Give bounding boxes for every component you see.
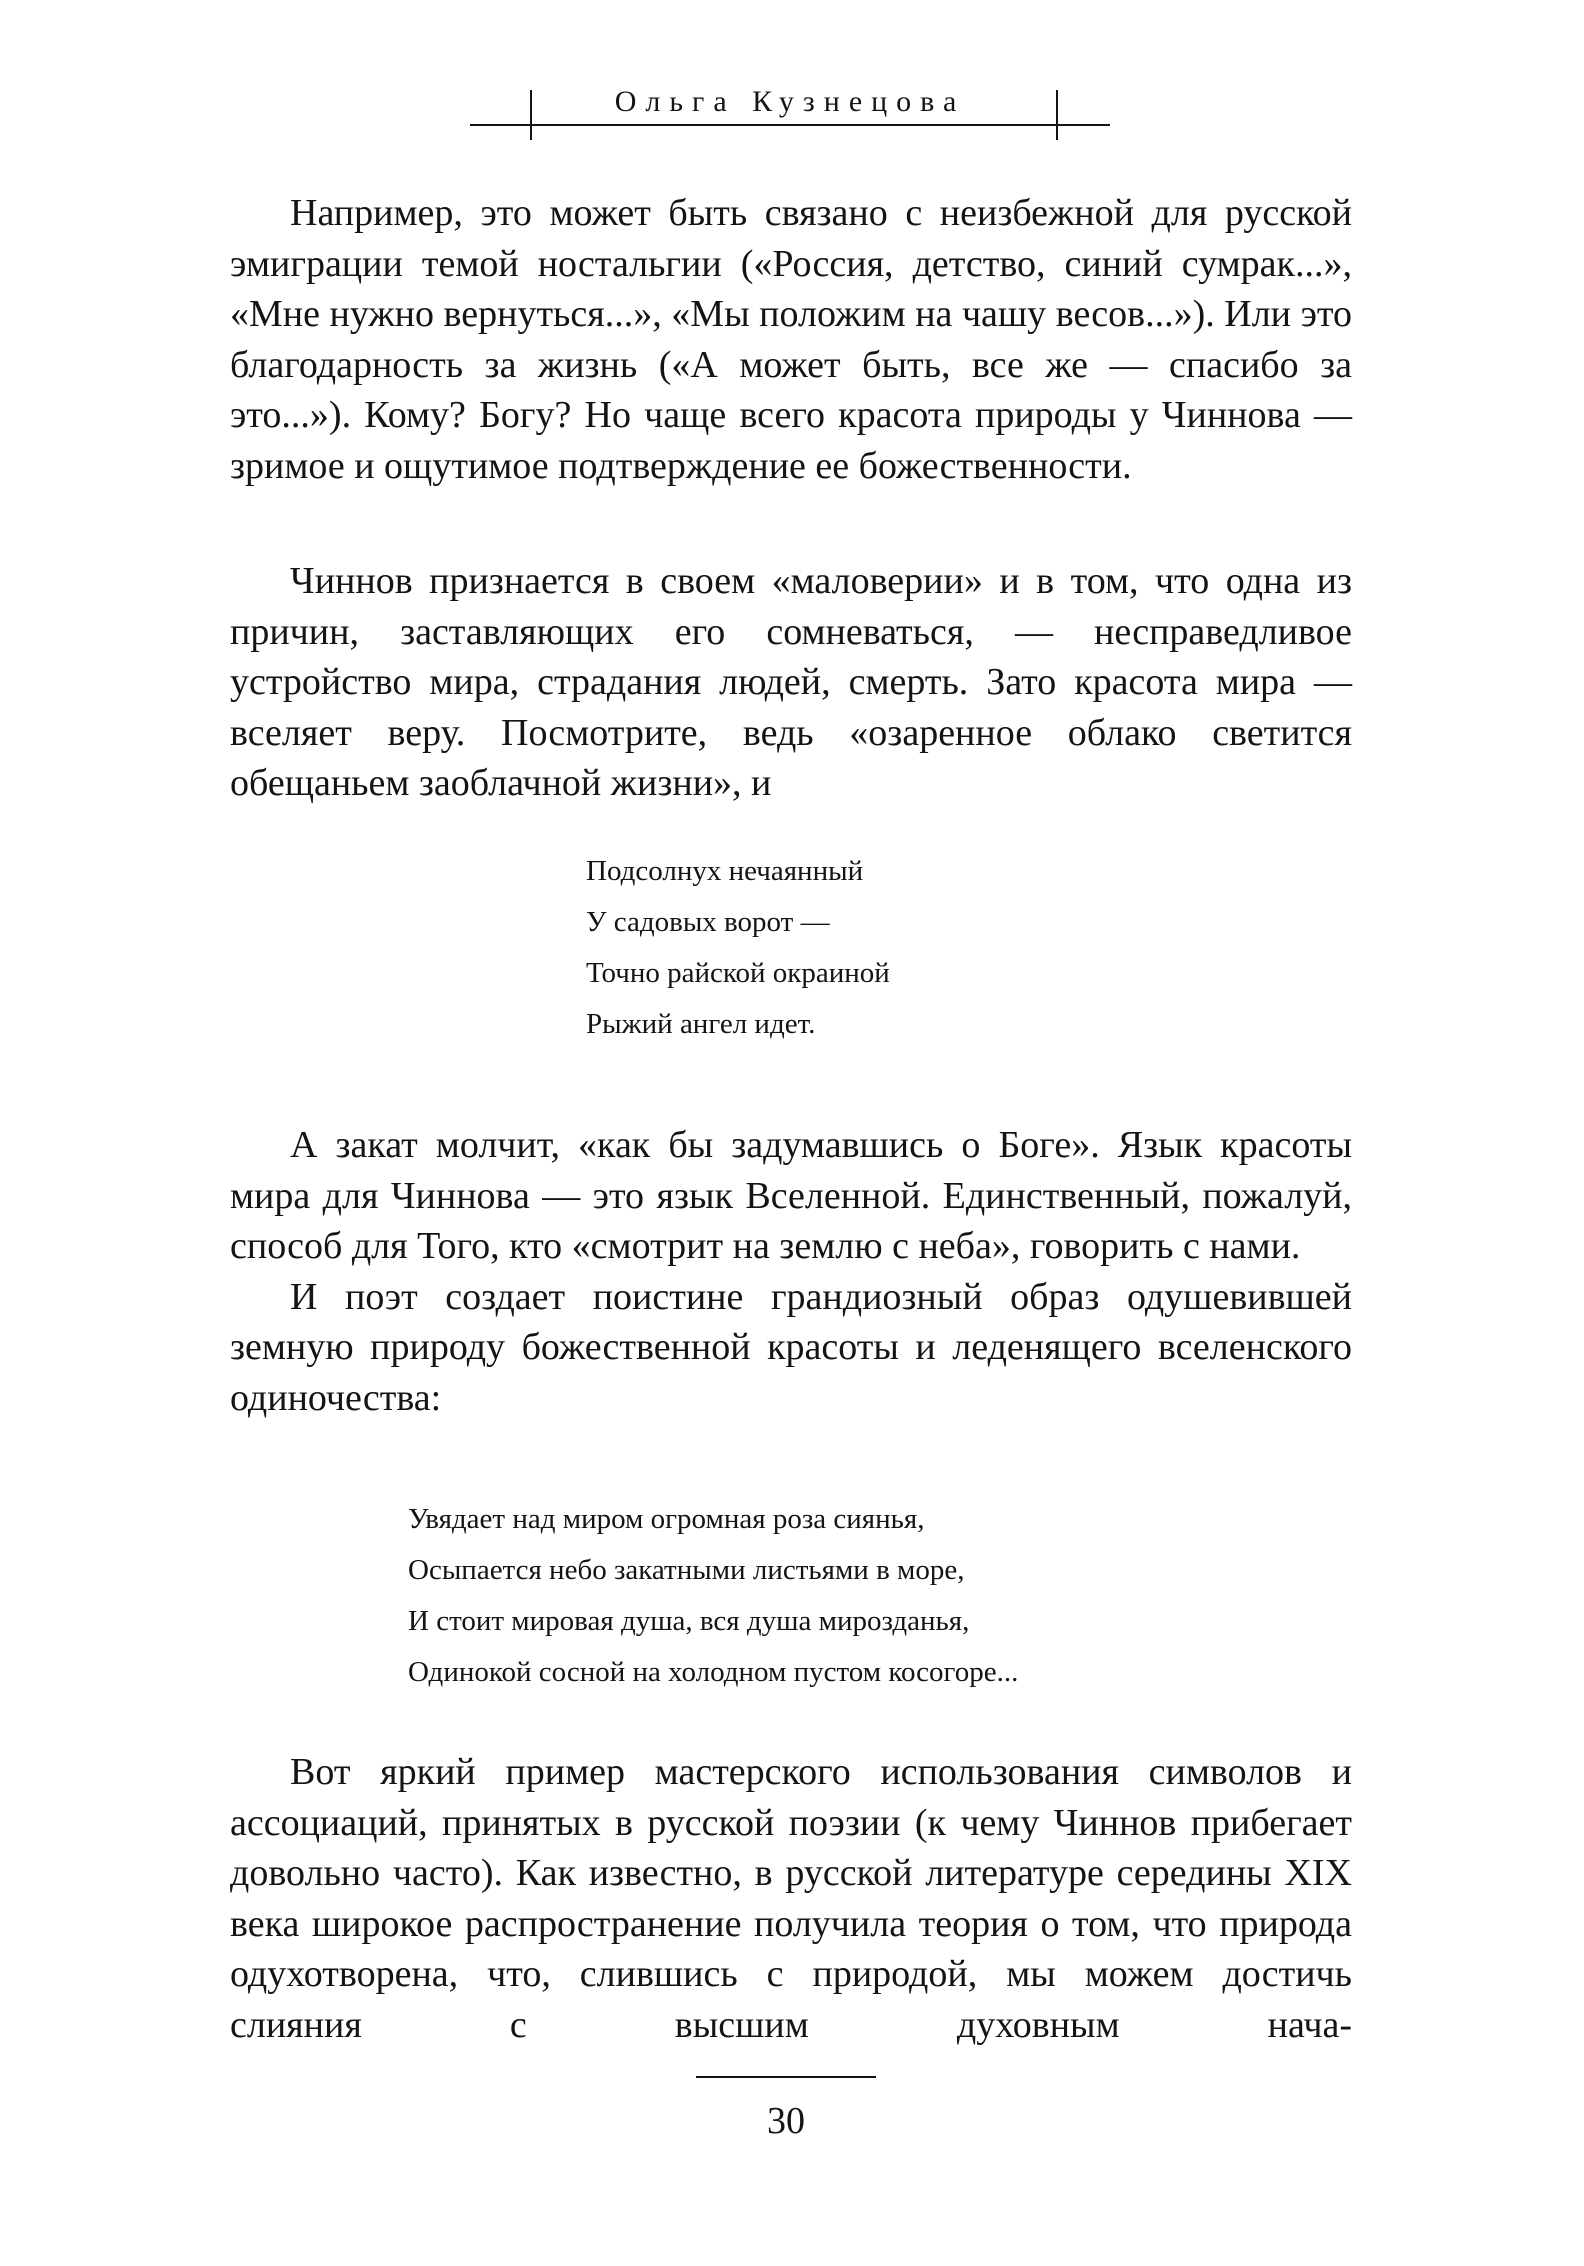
- header-author: Ольга Кузнецова: [614, 85, 966, 118]
- verse-quote-2: [408, 1494, 1018, 1698]
- running-header: [470, 82, 1110, 142]
- verse-line: Подсолнух нечаянный: [586, 855, 864, 887]
- verse-line: Одинокой сосной на холодном пустом косогоре...: [408, 1656, 1019, 1688]
- paragraph-text: Чиннов признается в своем «маловерии» и в том, что одна из причин, заставляющих его сомневаться, — несправедливое устройство мира, страдания людей, смерть. Зато красота мира — вселяет веру. Посмотрите, ведь «озаренное облако светится обещаньем заоблачной жизни», и: [230, 560, 1352, 804]
- header-rule: [470, 124, 1110, 126]
- verse-line: И стоит мировая душа, вся душа мирозданья,: [408, 1605, 970, 1637]
- verse-line: Увядает над миром огромная роза сиянья,: [408, 1503, 925, 1535]
- paragraph-5: [230, 1747, 1352, 2050]
- paragraph-text: Например, это может быть связано с неизбежной для русской эмиграции темой ностальгии («Россия, детство, синий сумрак...», «Мне нужно вернуться...», «Мы положим на чашу весов...»). Или это благодарность за жизнь («А может быть, все же — спасибо за это...»). Кому? Богу? Но чаще всего красота природы у Чиннова — зримое и ощутимое подтверждение ее божественности.: [230, 192, 1352, 487]
- page-number: 30: [767, 2100, 805, 2142]
- verse-quote-1: [586, 846, 890, 1050]
- paragraph-3-4: [230, 1120, 1352, 1423]
- paragraph-text: И поэт создает поистине грандиозный образ одушевившей земную природу божественной красоты и леденящего вселенского одиночества:: [230, 1275, 1352, 1419]
- paragraph-1: [230, 188, 1352, 491]
- verse-line: Осыпается небо закатными листьями в море,: [408, 1554, 965, 1586]
- verse-line: Точно райской окраиной: [586, 957, 890, 989]
- paragraph-2: [230, 556, 1352, 809]
- paragraph-text: Вот яркий пример мастерского использования символов и ассоциаций, принятых в русской поэзии (к чему Чиннов прибегает довольно часто). Как известно, в русской литературе середины XIX века широкое распространение получила теория о том, что природа одухотворена, что, слившись с природой, мы можем достичь слияния с высшим духовным нача-: [230, 1751, 1352, 2046]
- paragraph-text: А закат молчит, «как бы задумавшись о Боге». Язык красоты мира для Чиннова — это язык Вселенной. Единственный, пожалуй, способ для Того, кто «смотрит на землю с неба», говорить с нами.: [230, 1124, 1352, 1267]
- footer-rule: [696, 2076, 876, 2078]
- verse-line: Рыжий ангел идет.: [586, 1008, 816, 1040]
- verse-line: У садовых ворот —: [586, 906, 830, 938]
